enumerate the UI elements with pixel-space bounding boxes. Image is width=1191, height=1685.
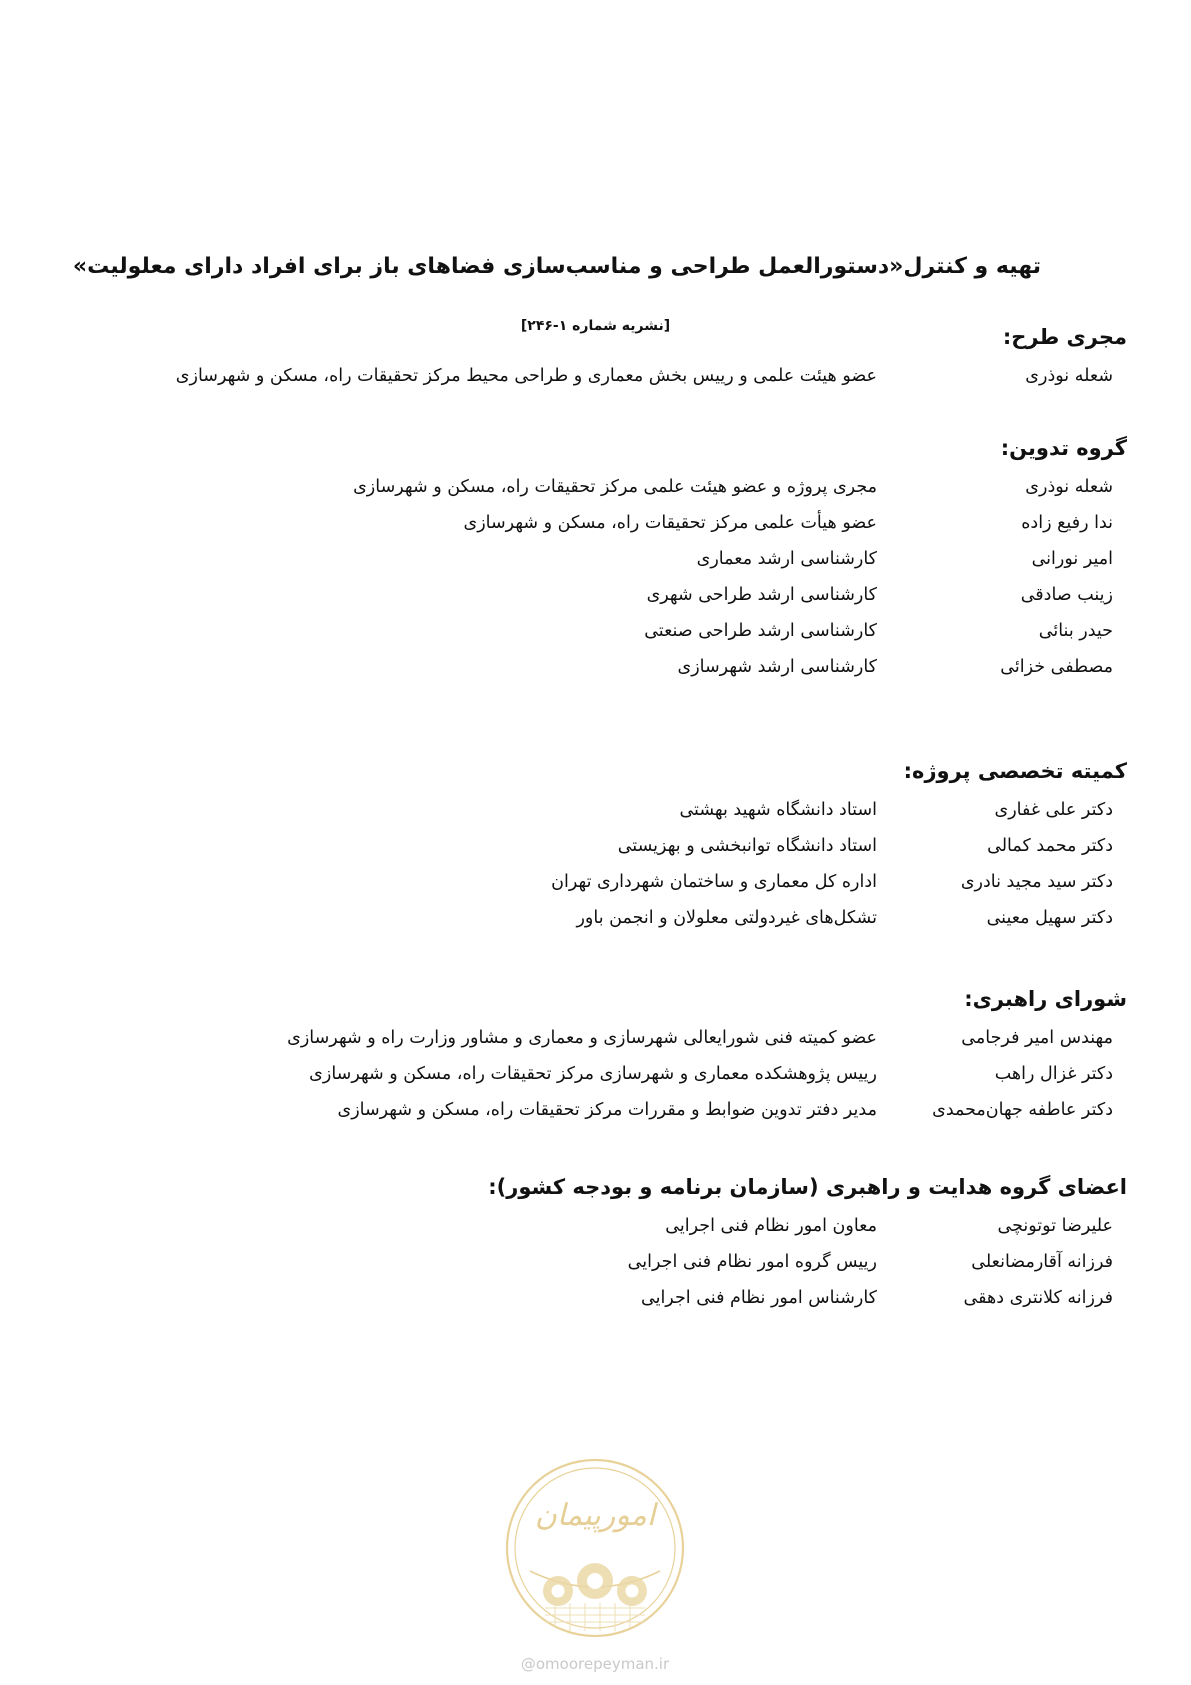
person-role: عضو کمیته فنی شورایعالی شهرسازی و معماری و مشاور وزارت راه و شهرسازی bbox=[287, 1028, 877, 1048]
person-name: دکتر عاطفه جهان‌محمدی bbox=[932, 1100, 1113, 1120]
person-name: دکتر سید مجید نادری bbox=[960, 872, 1113, 892]
person-name: مصطفی خزائی bbox=[1000, 657, 1113, 677]
person-name: دکتر سهیل معینی bbox=[986, 908, 1113, 928]
list-item bbox=[127, 1208, 1127, 1244]
person-name: امیر نورانی bbox=[1031, 549, 1113, 569]
list-item bbox=[127, 358, 1127, 394]
section-heading: اعضای گروه هدایت و راهبری (سازمان برنامه و بودجه کشور): bbox=[488, 1175, 1127, 1199]
list-item bbox=[127, 864, 1127, 900]
list-item bbox=[127, 1020, 1127, 1056]
section-heading: کمیته تخصصی پروژه: bbox=[903, 759, 1127, 783]
person-name: حیدر بنائی bbox=[1038, 621, 1113, 641]
person-role: مدیر دفتر تدوین ضوابط و مقررات مرکز تحقیقات راه، مسکن و شهرسازی bbox=[337, 1100, 877, 1120]
list-item bbox=[127, 649, 1127, 685]
person-role: تشکل‌های غیردولتی معلولان و انجمن باور bbox=[576, 908, 877, 928]
person-role: رییس پژوهشکده معماری و شهرسازی مرکز تحقیقات راه، مسکن و شهرسازی bbox=[309, 1064, 877, 1084]
person-name: فرزانه کلانتری دهقی bbox=[963, 1288, 1113, 1308]
person-name: دکتر محمد کمالی bbox=[987, 836, 1113, 856]
person-name: دکتر علی غفاری bbox=[994, 800, 1113, 820]
person-name: فرزانه آقارمضانعلی bbox=[971, 1252, 1113, 1272]
list-item bbox=[127, 1056, 1127, 1092]
list-item bbox=[127, 577, 1127, 613]
list-item bbox=[127, 828, 1127, 864]
person-role: کارشناسی ارشد شهرسازی bbox=[677, 657, 877, 677]
person-name: شعله نوذری bbox=[1025, 477, 1113, 497]
list-item bbox=[127, 541, 1127, 577]
person-role: کارشناسی ارشد طراحی شهری bbox=[646, 585, 877, 605]
person-role: کارشناس امور نظام فنی اجرایی bbox=[640, 1288, 877, 1308]
person-role: استاد دانشگاه توانبخشی و بهزیستی bbox=[617, 836, 877, 856]
person-role: استاد دانشگاه شهید بهشتی bbox=[679, 800, 877, 820]
watermark-logo-text: امورپیمان bbox=[534, 1498, 656, 1533]
list-item bbox=[127, 792, 1127, 828]
section-drafting-group bbox=[127, 433, 1127, 685]
publication-number: [نشریه شماره ۱-۲۴۶] bbox=[520, 318, 671, 334]
section-heading: گروه تدوین: bbox=[1000, 436, 1127, 460]
watermark-logo bbox=[500, 1453, 690, 1643]
person-role: عضو هیئت علمی و رییس بخش معماری و طراحی محیط مرکز تحقیقات راه، مسکن و شهرسازی bbox=[175, 366, 877, 386]
section-executor bbox=[127, 322, 1127, 394]
person-role: معاون امور نظام فنی اجرایی bbox=[665, 1216, 877, 1236]
person-name: مهندس امیر فرجامی bbox=[961, 1028, 1113, 1048]
person-name: علیرضا توتونچی bbox=[997, 1216, 1113, 1236]
list-item bbox=[127, 505, 1127, 541]
person-name: ندا رفیع زاده bbox=[1021, 513, 1113, 533]
list-item bbox=[127, 469, 1127, 505]
person-role: مجری پروژه و عضو هیئت علمی مرکز تحقیقات راه، مسکن و شهرسازی bbox=[353, 477, 877, 497]
section-expert-committee bbox=[127, 756, 1127, 936]
watermark-site: @omoorepeyman.ir bbox=[520, 1655, 670, 1673]
person-role: رییس گروه امور نظام فنی اجرایی bbox=[627, 1252, 877, 1272]
person-role: کارشناسی ارشد طراحی صنعتی bbox=[644, 621, 877, 641]
person-role: عضو هیأت علمی مرکز تحقیقات راه، مسکن و شهرسازی bbox=[463, 513, 877, 533]
list-item bbox=[127, 900, 1127, 936]
section-heading: شورای راهبری: bbox=[964, 987, 1127, 1011]
list-item bbox=[127, 1092, 1127, 1128]
list-item bbox=[127, 1280, 1127, 1316]
page-title: تهیه و کنترل«دستورالعمل طراحی و مناسب‌سازی فضاهای باز برای افراد دارای معلولیت» bbox=[72, 254, 1041, 279]
person-name: شعله نوذری bbox=[1025, 366, 1113, 386]
list-item bbox=[127, 613, 1127, 649]
person-name: دکتر غزال راهب bbox=[994, 1064, 1113, 1084]
person-role: کارشناسی ارشد معماری bbox=[696, 549, 877, 569]
person-role: اداره کل معماری و ساختمان شهرداری تهران bbox=[551, 872, 877, 892]
section-heading: مجری طرح: bbox=[1002, 325, 1127, 349]
section-steering-council bbox=[127, 984, 1127, 1128]
list-item bbox=[127, 1244, 1127, 1280]
section-guidance-group bbox=[127, 1172, 1127, 1316]
person-name: زینب صادقی bbox=[1020, 585, 1113, 605]
